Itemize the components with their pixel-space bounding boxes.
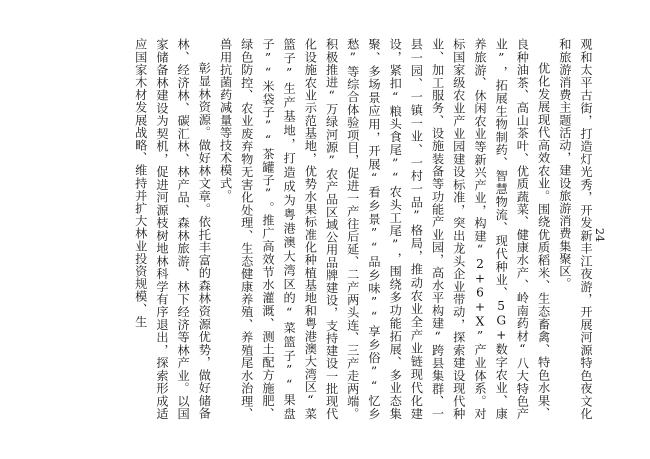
body-text <box>96 38 596 420</box>
page-number: 24 <box>593 228 606 242</box>
paragraph-forest-resources: 彰显林资源。做好林文章。依托丰富的森林资源优势，做好储备林、经济林、碳汇林、林产品、森林旅游、林下经济等林产业。以国家储备林建设为契机，促进河源枝树地林科学有序退出，探索形成适应国家木材发展战略、维持并扩大林业投资规模、生 <box>133 38 212 420</box>
paragraph-modern-agriculture: 优化发展现代高效农业。围绕优质稻米、生态畜禽、特色水果、良种油茶、高山茶叶、优质蔬菜、健康水产、岭南药材“八大特色产业”，拓展生物制药、智慧物流、现代种业、5G+数字农业、康养旅游、休闲农业等新兴产业，构建“2+6+X”产业体系。对标国家级农业产业园建设标准，突出龙头企业带动，探索建设现代种业、加工服务、设施装备等功能产业园，高水平构建“跨县集群、一县一园、一镇一业、一村一品”格局，推动农业全产业链现代化建设，紧扣“粮头食尾”“农头工尾”，围绕多功能拓展、多业态集聚、多场景应用，开展“看乡景”“品乡味”“享乡俗”“忆乡愁”等综合体验项目，促进一产往后延、二产两头连、三产走两端。积极推进“万绿河源”农产品区域公用品牌建设，支持建设一批现代化设施农业示范基地，优势水果标准化种植基地和粤港澳大湾区“菜篮子”生产基地，打造成为粤港澳大湾区的“菜篮子”“果盘子”“米袋子”“茶罐子”。推广高效节水灌溉、测土配方施肥、绿色防控、农业废弃物无害化处理、生态健康养殖、养殖尾水治理、兽用抗菌药减量等技术模式。 <box>218 38 551 420</box>
paragraph-tourism-tail: 观和太平古街，打造灯光秀，开发新丰江夜游，开展河源特色夜文化和旅游消费主题活动，建设旅游消费集聚区。 <box>557 38 593 420</box>
